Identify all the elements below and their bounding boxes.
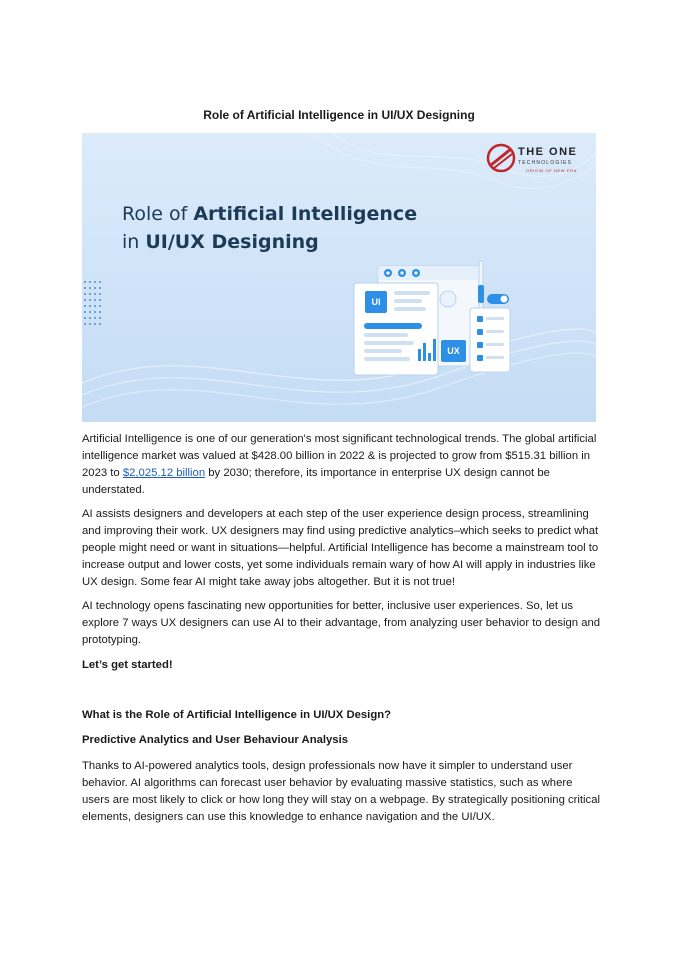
logo-tagline: ORIGIN OF NEW ERA — [526, 168, 577, 173]
ui-label-chip: UI — [365, 291, 387, 313]
paragraph-2: AI assists designers and developers at each step of the user experience design process, streamlining and improving their work. UX designers may find using predictive analytics–which seeks to predict what people might need or want in situations—helpful. Artificial Intelligence has become a mainstream tool to increase output and lower costs, yet some individuals remain wary of how AI will apply in industries like UX design. Some fear AI might take away jobs altogether. But it is not true! — [82, 508, 599, 588]
hero-heading-line2-prefix: in — [122, 231, 146, 253]
hero-heading — [122, 200, 417, 256]
subsection-heading: Predictive Analytics and User Behaviour Analysis — [82, 734, 349, 746]
dot-grid-icon — [84, 281, 101, 325]
section-heading: What is the Role of Artificial Intelligence in UI/UX Design? — [82, 709, 392, 721]
paragraph-1 — [82, 431, 602, 499]
hero-banner — [82, 133, 596, 422]
hero-heading-line1-bold: Artificial Intelligence — [193, 203, 418, 225]
logo-mark-icon — [486, 143, 516, 173]
paragraph-5: Thanks to AI-powered analytics tools, design professionals now have it simpler to understand user behavior. AI algorithms can forecast user behavior by evaluating massive statistics, such as where users are most likely to click or how long they will stay on a webpage. By strategically positioning critical elements, designers can use this knowledge to enhance navigation and the UI/UX. — [82, 760, 601, 823]
hero-heading-line1-prefix: Role of — [122, 203, 194, 225]
mock-circle-icon — [440, 291, 456, 307]
ux-label-chip: UX — [441, 340, 466, 362]
hero-heading-line2-bold: UI/UX Designing — [145, 231, 319, 253]
paragraph-1-text-after: by 2030; therefore, its importance in enterprise UX design cannot be understated. — [82, 467, 550, 496]
paragraph-1-text-before: Artificial Intelligence is one of our generation's most significant technological trends. The global artificial intelligence market was valued at $428.00 billion in 2022 & is projected to grow from $515.31 billion in 2023 to — [82, 433, 597, 479]
company-logo — [486, 143, 596, 177]
logo-name: THE ONE — [518, 146, 578, 158]
lets-get-started: Let’s get started! — [82, 659, 173, 671]
market-value-link[interactable]: $2,025.12 billion — [122, 467, 206, 479]
paragraph-3: AI technology opens fascinating new opportunities for better, inclusive user experiences. So, let us explore 7 ways UX designers can use AI to their advantage, from analyzing user behavior to design and prototyping. — [82, 600, 601, 646]
logo-sub: TECHNOLOGIES — [518, 160, 573, 166]
document-title: Role of Artificial Intelligence in UI/UX Designing — [203, 108, 475, 122]
